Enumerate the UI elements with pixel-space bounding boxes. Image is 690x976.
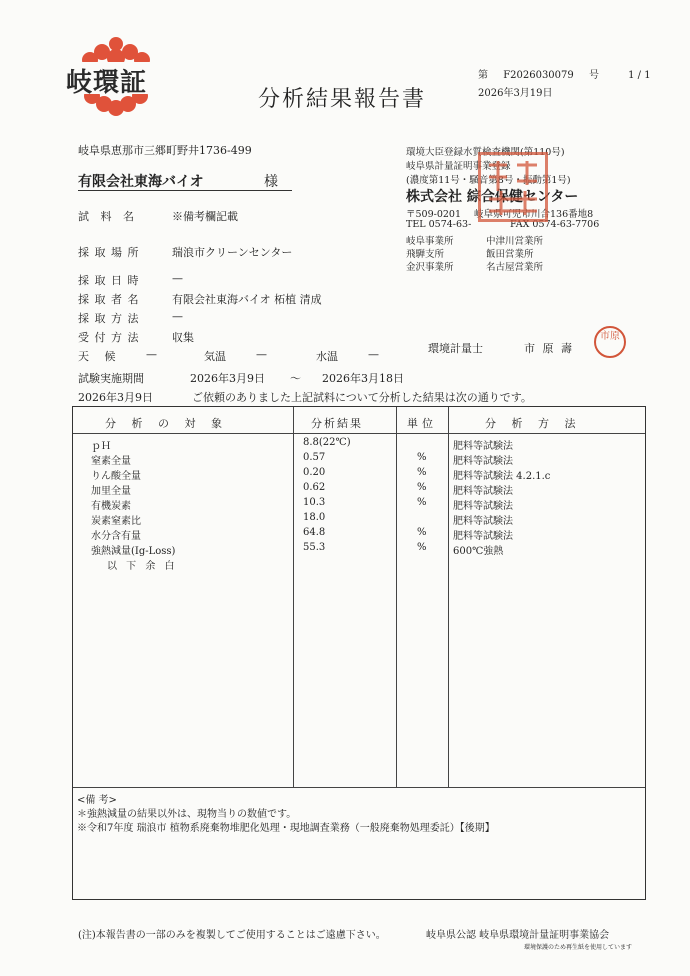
field-value-method: — <box>172 310 183 323</box>
row-item: ｐＨ <box>91 441 111 452</box>
client-honorific: 様 <box>264 174 278 190</box>
footer-recycled-note: 環境保護のため再生紙を使用しています <box>524 944 633 951</box>
field-value-reception: 収集 <box>172 331 194 344</box>
air-temp-label: 気温 <box>204 350 226 363</box>
row-result: 8.8(22℃) <box>303 437 351 448</box>
header-method: 分 析 方 法 <box>485 417 582 430</box>
table-end-note-row <box>73 557 645 572</box>
end-note: 以 下 余 白 <box>107 561 178 572</box>
footer-association: 岐阜県公認 岐阜県環境計量証明事業協会 <box>426 930 610 941</box>
logo <box>66 36 166 118</box>
field-value-sample: ※備考欄記載 <box>172 210 238 223</box>
issuer-fax: FAX 0574-63-7706 <box>510 219 600 230</box>
table-row <box>73 542 645 557</box>
row-method: 肥料等試験法 <box>453 441 513 452</box>
table-row <box>73 527 645 542</box>
row-unit: % <box>417 497 427 508</box>
footer-note: (注)本報告書の一部のみを複製してご使用することはご遠慮下さい。 <box>78 930 386 941</box>
row-result: 55.3 <box>303 542 326 553</box>
row-unit: % <box>417 482 427 493</box>
remark-2: ※令和7年度 瑞浪市 植物系廃棄物堆肥化処理・現地調査業務（一般廃棄物処理委託）【後期】 <box>77 823 495 834</box>
row-result: 0.62 <box>303 482 326 493</box>
period-separator: 〜 <box>290 372 301 385</box>
doc-no: F2026030079 <box>503 70 574 81</box>
office-3b: 名古屋営業所 <box>486 262 544 273</box>
table-row <box>73 482 645 497</box>
header-result: 分析結果 <box>311 417 363 430</box>
period-start: 2026年3月9日 <box>190 372 265 385</box>
intro-date: 2026年3月9日 <box>78 391 153 404</box>
field-label-location: 採 取 場 所 <box>78 246 140 259</box>
issuer-address: 岐阜県可児市川合136番地8 <box>474 209 594 220</box>
table-row <box>73 512 645 527</box>
row-unit: % <box>417 527 427 538</box>
air-temp-value: — <box>256 348 267 361</box>
row-method: 肥料等試験法 <box>453 456 513 467</box>
row-result: 10.3 <box>303 497 326 508</box>
row-method: 肥料等試験法 <box>453 501 513 512</box>
table-row <box>73 452 645 467</box>
office-2: 飛騨支所 <box>406 249 445 260</box>
table-row <box>73 467 645 482</box>
client-name-line <box>78 170 292 191</box>
row-unit: % <box>417 452 427 463</box>
row-method: 肥料等試験法 4.2.1.c <box>453 471 551 482</box>
header-unit: 単位 <box>407 417 437 430</box>
issuer-tel: TEL 0574-63- <box>406 219 472 230</box>
row-result: 0.20 <box>303 467 326 478</box>
field-value-collector: 有限会社東海バイオ 柘植 清成 <box>172 293 322 306</box>
issuer-reg2: 岐阜県計量証明事業登録 <box>406 161 511 172</box>
office-3: 金沢事業所 <box>406 262 454 273</box>
row-item: 窒素全量 <box>91 456 131 467</box>
remarks-label: <備 考> <box>77 795 117 806</box>
row-item: 加里全量 <box>91 486 131 497</box>
client-name: 有限会社東海バイオ <box>78 174 204 190</box>
results-table <box>72 406 646 900</box>
row-result: 0.57 <box>303 452 326 463</box>
field-label-method: 採 取 方 法 <box>78 312 140 325</box>
table-row <box>73 437 645 452</box>
row-unit: % <box>417 467 427 478</box>
field-label-sample: 試 料 名 <box>78 210 138 223</box>
row-method: 肥料等試験法 <box>453 531 513 542</box>
page-title: 分析結果報告書 <box>258 87 427 112</box>
issuer-company: 株式会社 綜合保健センター <box>406 189 579 205</box>
period-label: 試験実施期間 <box>78 372 144 385</box>
row-result: 64.8 <box>303 527 326 538</box>
weather-value: — <box>146 348 157 361</box>
row-item: 有機炭素 <box>91 501 131 512</box>
row-unit: % <box>417 542 427 553</box>
surveyor-name: 市 原 壽 <box>524 342 574 355</box>
weather-label: 天 候 <box>78 350 122 363</box>
water-temp-label: 水温 <box>316 350 338 363</box>
issuer-reg3: (濃度第11号・騒音第8号・振動第1号) <box>406 175 571 186</box>
issue-date: 2026年3月19日 <box>478 88 553 99</box>
doc-no-prefix: 第 <box>478 70 488 81</box>
table-row <box>73 497 645 512</box>
row-item: 炭素窒素比 <box>91 516 141 527</box>
remark-1: ＊強熱減量の結果以外は、現物当りの数値です。 <box>77 809 297 820</box>
surveyor-seal-text: 市原 <box>600 331 620 342</box>
field-label-datetime: 採 取 日 時 <box>78 274 140 287</box>
water-temp-value: — <box>368 348 379 361</box>
row-method: 肥料等試験法 <box>453 516 513 527</box>
field-value-datetime: — <box>172 272 183 285</box>
row-method: 肥料等試験法 <box>453 486 513 497</box>
row-result: 18.0 <box>303 512 326 523</box>
field-label-collector: 採 取 者 名 <box>78 293 140 306</box>
doc-no-suffix: 号 <box>588 70 599 81</box>
seal-pattern-icon <box>481 155 545 219</box>
company-seal-stamp <box>478 152 548 222</box>
row-item: 水分含有量 <box>91 531 141 542</box>
issuer-reg1: 環境大臣登録水質検査機関(第110号) <box>406 147 565 158</box>
office-2b: 飯田営業所 <box>486 249 534 260</box>
issuer-postal: 〒509-0201 <box>406 209 462 220</box>
surveyor-label: 環境計量士 <box>428 342 483 355</box>
field-label-reception: 受 付 方 法 <box>78 331 140 344</box>
intro-text: ご依頼のありました上記試料について分析した結果は次の通りです。 <box>192 391 532 404</box>
field-value-location: 瑞浪市クリーンセンター <box>172 246 293 259</box>
office-1b: 中津川営業所 <box>486 236 544 247</box>
client-address: 岐阜県恵那市三郷町野井1736-499 <box>78 144 252 157</box>
page-count: 1 / 1 <box>628 70 651 81</box>
document-number <box>478 66 651 81</box>
row-item: りん酸全量 <box>91 471 141 482</box>
period-end: 2026年3月18日 <box>322 372 404 385</box>
logo-text: 岐環証 <box>66 68 148 98</box>
office-1: 岐阜事業所 <box>406 236 454 247</box>
header-target: 分 析 の 対 象 <box>105 417 228 430</box>
row-method: 600℃強熱 <box>453 546 504 557</box>
row-item: 強熱減量(Ig-Loss) <box>91 546 176 557</box>
surveyor-seal <box>594 326 626 358</box>
